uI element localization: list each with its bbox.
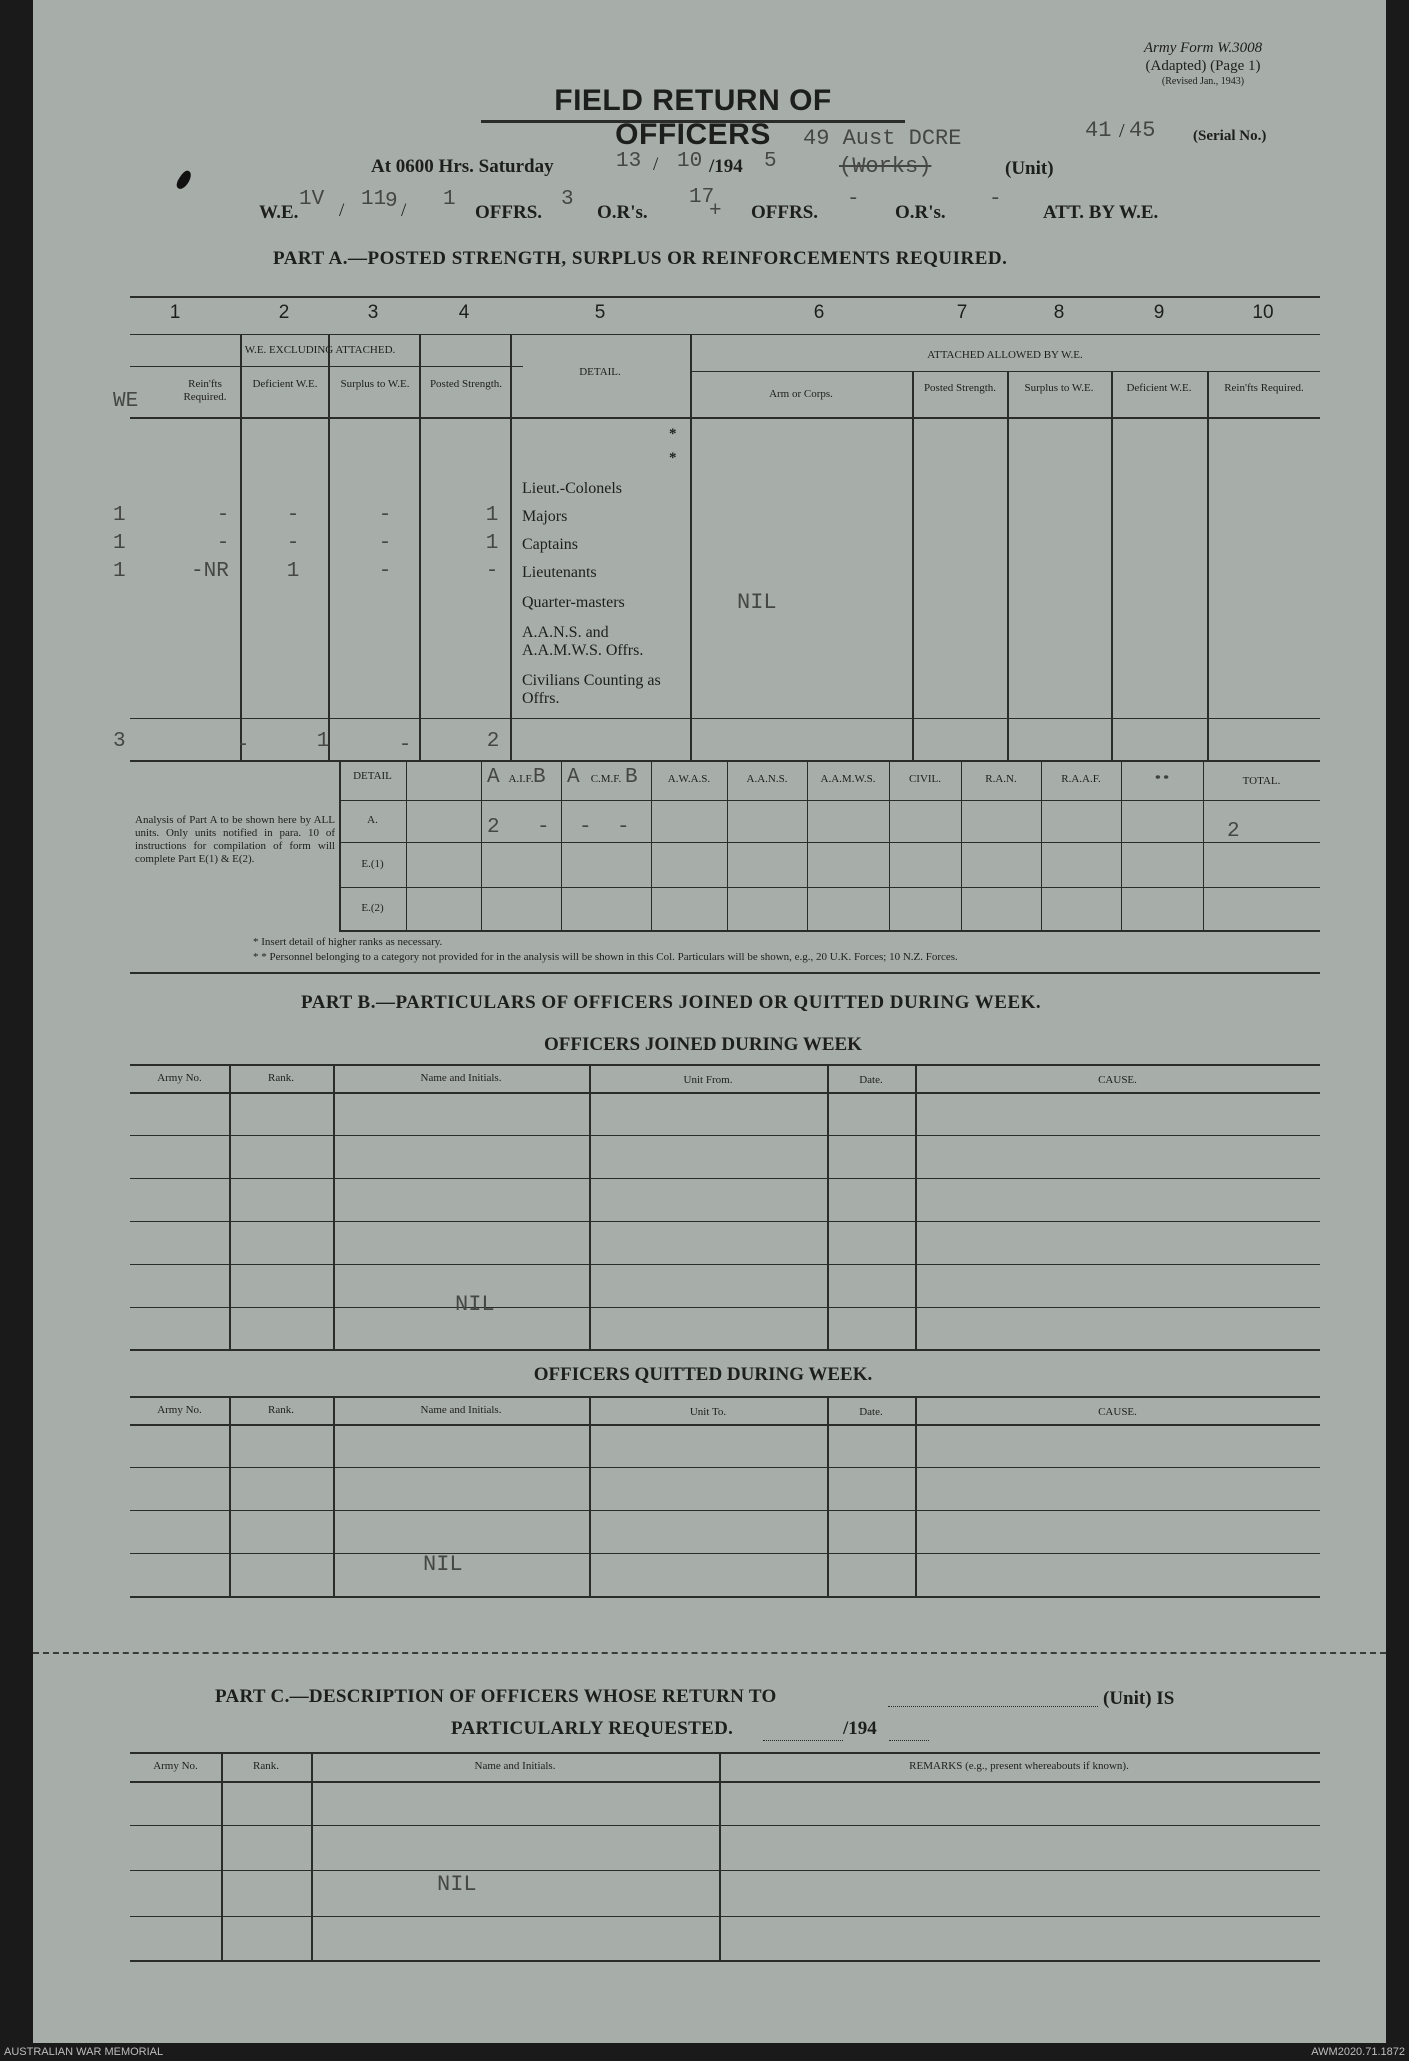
col-number-9: 9 (1153, 302, 1165, 323)
col-number-4: 4 (458, 302, 470, 323)
quitted-col-5 (915, 1396, 917, 1596)
part-c-col-3 (719, 1752, 721, 1960)
analysis-typed-a: A (487, 766, 500, 789)
col-divider-6 (912, 371, 914, 760)
quitted-header-army-no: Army No. (157, 1404, 202, 1416)
col-number-10: 10 (1252, 302, 1274, 323)
serial-number: 41 (1085, 118, 1112, 143)
analysis-note: Analysis of Part A to be shown here by ALL units. Only units notified in para. 10 of instructions for compilation of form will complete Part E(1) & E(2). (135, 814, 335, 865)
group-right-rule (690, 371, 1320, 372)
att-ors-value: - (989, 188, 1002, 211)
joined-row-rule-5 (130, 1307, 1320, 1308)
quitted-header-date: Date. (859, 1406, 883, 1418)
part-c-header-rule (130, 1781, 1320, 1783)
page-title: FIELD RETURN OF OFFICERS (554, 84, 832, 151)
joined-header-date: Date. (859, 1074, 883, 1086)
cell-surplus: - (378, 504, 392, 527)
quitted-row-rule-3 (130, 1553, 1320, 1554)
we-ors-label: O.R's. (597, 202, 648, 223)
rank-aans-aamws: A.A.N.S. and A.A.M.W.S. Offrs. (522, 624, 644, 659)
joined-nil: NIL (455, 1292, 495, 1317)
analysis-row-label-e1: E.(1) (361, 858, 384, 870)
col-number-2: 2 (278, 302, 290, 323)
joined-header-rank: Rank. (268, 1072, 294, 1084)
cell-deficient: - (286, 532, 300, 555)
analysis-header-aans: A.A.N.S. (746, 773, 788, 785)
analysis-row-label-e2: E.(2) (361, 902, 384, 914)
unit-struck: (Works) (839, 154, 932, 179)
col-divider-9 (1207, 371, 1209, 760)
serial-label: (Serial No.) (1193, 128, 1267, 144)
serial-year: 45 (1129, 118, 1156, 143)
analysis-header-other: * * (1155, 773, 1169, 785)
ink-mark (174, 169, 194, 191)
rank-quarter-masters: Quarter-masters (522, 594, 625, 611)
joined-header-cause: CAUSE. (1098, 1074, 1137, 1086)
quitted-col-4 (827, 1396, 829, 1596)
title-underline (481, 120, 905, 123)
group-right-header: ATTACHED ALLOWED BY W.E. (927, 349, 1083, 361)
header-att-deficient: Deficient W.E. (1126, 382, 1192, 394)
col-divider-4 (510, 334, 512, 760)
joined-col-3 (589, 1064, 591, 1349)
cell-posted: - (485, 560, 499, 583)
cell-deficient: - (286, 504, 300, 527)
analysis-header-ran: R.A.N. (985, 773, 1017, 785)
att-by-we-label: ATT. BY W.E. (1043, 202, 1159, 223)
attached-nil: NIL (737, 590, 777, 615)
unit-label: (Unit) (1005, 158, 1054, 179)
analysis-typed-a2: A (567, 766, 580, 789)
joined-header-army-no: Army No. (157, 1072, 202, 1084)
analysis-header-rule (339, 800, 1320, 801)
part-c-header-remarks: REMARKS (e.g., present whereabouts if known). (909, 1760, 1129, 1772)
analysis-header-total: TOTAL. (1242, 775, 1281, 787)
date-year-printed: /194 (709, 156, 743, 177)
we-ors-typed: 17 (689, 186, 715, 209)
we-part-c: 9 (385, 190, 398, 213)
col-divider-2 (328, 334, 330, 760)
att-offrs-value: - (847, 188, 860, 211)
part-c-top-rule (130, 1752, 1320, 1754)
analysis-row-label-a: A. (367, 814, 378, 826)
serial-slash: / (1119, 120, 1125, 142)
cell-deficient: 1 (286, 560, 300, 583)
part-b-heading: PART B.—PARTICULARS OF OFFICERS JOINED OR QUITTED DURING WEEK. (301, 992, 1042, 1013)
joined-bottom-rule (130, 1349, 1320, 1351)
joined-col-1 (229, 1064, 231, 1349)
form-sheet (33, 0, 1386, 2043)
date-day: 13 (616, 150, 642, 173)
part-c-col-1 (221, 1752, 223, 1960)
quitted-heading: OFFICERS QUITTED DURING WEEK. (533, 1364, 873, 1385)
quitted-row-rule-1 (130, 1467, 1320, 1468)
analysis-col-3 (561, 760, 562, 930)
total-we: 3 (113, 730, 126, 753)
footer-left: AUSTRALIAN WAR MEMORIAL (4, 2046, 164, 2058)
ranks-bottom-rule (130, 718, 1320, 719)
quitted-col-3 (589, 1396, 591, 1596)
quitted-top-rule (130, 1396, 1320, 1398)
quitted-header-rank: Rank. (268, 1404, 294, 1416)
col-divider-8 (1111, 371, 1113, 760)
analysis-a-awas: - (579, 816, 592, 839)
header-att-surplus: Surplus to W.E. (1024, 382, 1094, 394)
quitted-nil: NIL (423, 1552, 463, 1577)
analysis-header-civil: CIVIL. (908, 773, 942, 785)
col-number-7: 7 (956, 302, 968, 323)
part-c-row-rule-2 (130, 1870, 1320, 1871)
total-deficient: 1 (316, 730, 330, 753)
group-left-header: W.E. EXCLUDING ATTACHED. (244, 344, 396, 356)
analysis-a-aans: - (617, 816, 630, 839)
header-arm-or-corps: Arm or Corps. (769, 388, 833, 400)
we-part-a: 1V (299, 188, 325, 211)
analysis-col-9 (1041, 760, 1042, 930)
we-label: W.E. (259, 202, 299, 223)
part-c-date-stub: /194 (843, 1718, 877, 1739)
joined-header-unit-from: Unit From. (683, 1074, 733, 1086)
footer-right: AWM2020.71.1872 (1311, 2046, 1405, 2058)
we-margin-note: WE (113, 390, 139, 413)
part-c-header-army-no: Army No. (153, 1760, 198, 1772)
col-number-6: 6 (813, 302, 825, 323)
header-deficient: Deficient W.E. (252, 378, 318, 390)
rank-civilians: Civilians Counting as Offrs. (522, 672, 661, 707)
part-a-end-rule (130, 972, 1320, 974)
joined-header-name: Name and Initials. (420, 1072, 502, 1084)
analysis-typed-b: B (533, 766, 546, 789)
total-surplus: - (398, 734, 412, 757)
joined-row-rule-2 (130, 1178, 1320, 1179)
header-att-reinfts: Rein'fts Required. (1224, 382, 1304, 394)
detail-header: DETAIL. (579, 366, 621, 378)
analysis-typed-b2: B (625, 766, 638, 789)
date-year-typed: 5 (764, 150, 777, 173)
quitted-col-2 (333, 1396, 335, 1596)
part-c-nil: NIL (437, 1872, 477, 1897)
analysis-row-rule-1 (339, 842, 1320, 843)
att-ors-label: O.R's. (895, 202, 946, 223)
analysis-col-4 (651, 760, 652, 930)
form-reference-line2: (Adapted) (Page 1) (1145, 58, 1261, 74)
part-c-heading-end: (Unit) IS (1103, 1688, 1175, 1709)
header-att-posted-strength: Posted Strength. (923, 382, 997, 394)
we-slash2: / (401, 200, 407, 221)
rank-majors: Majors (522, 508, 568, 525)
part-c-header-name: Name and Initials. (474, 1760, 556, 1772)
header-reinfts-required: Rein'fts Required. (183, 378, 227, 403)
part-c-heading: PART C.—DESCRIPTION OF OFFICERS WHOSE RETURN TO (215, 1686, 777, 1707)
joined-heading: OFFICERS JOINED DURING WEEK (544, 1034, 862, 1055)
part-a-top-rule (130, 296, 1320, 298)
part-c-row-rule-1 (130, 1825, 1320, 1826)
analysis-col-5 (727, 760, 728, 930)
col-divider-7 (1007, 371, 1009, 760)
perforation-line (33, 1652, 1386, 1654)
cell-reinfts: - (216, 532, 230, 555)
header-surplus: Surplus to W.E. (340, 378, 410, 390)
analysis-row-rule-2 (339, 887, 1320, 888)
part-c-year-blank (889, 1740, 929, 1741)
joined-row-rule-1 (130, 1135, 1320, 1136)
part-c-unit-blank (888, 1706, 1098, 1707)
quitted-header-cause: CAUSE. (1098, 1406, 1137, 1418)
cell-reinfts: -NR (191, 560, 229, 583)
insert-star-2: * (669, 450, 677, 466)
date-slash1: / (653, 154, 659, 175)
header-bottom-rule (130, 417, 1320, 419)
analysis-col-10 (1121, 760, 1122, 930)
analysis-a-aif: 2 (487, 816, 500, 839)
analysis-col-2 (481, 760, 482, 930)
rank-lieut-colonels: Lieut.-Colonels (522, 480, 622, 497)
part-c-bottom-rule (130, 1960, 1320, 1962)
group-left-rule (130, 366, 523, 367)
analysis-col-1 (406, 760, 407, 930)
time-prefix: At 0600 Hrs. Saturday (371, 156, 554, 177)
we-ors-count: 3 (561, 188, 574, 211)
cell-we: 1 (113, 560, 126, 583)
col-divider-3 (419, 334, 421, 760)
col-number-8: 8 (1053, 302, 1065, 323)
analysis-header-detail: DETAIL (353, 770, 392, 782)
joined-row-rule-4 (130, 1264, 1320, 1265)
part-c-header-rank: Rank. (253, 1760, 279, 1772)
analysis-a-cmf: - (537, 816, 550, 839)
rank-captains: Captains (522, 536, 578, 553)
analysis-header-raaf: R.A.A.F. (1061, 773, 1101, 785)
header-posted-strength: Posted Strength. (429, 378, 503, 390)
col-number-1: 1 (169, 302, 181, 323)
we-part-b: 11 (361, 188, 387, 211)
total-posted: 2 (486, 730, 500, 753)
joined-top-rule (130, 1064, 1320, 1066)
part-c-row-rule-3 (130, 1916, 1320, 1917)
analysis-col-7 (889, 760, 890, 930)
cell-reinfts: - (216, 504, 230, 527)
cell-posted: 1 (485, 532, 499, 555)
form-reference-line1: Army Form W.3008 (1143, 40, 1263, 56)
col-divider-5 (690, 334, 692, 760)
analysis-header-aif: A.I.F. (508, 773, 534, 785)
we-offrs-label: OFFRS. (475, 202, 543, 223)
part-c-date-blank (763, 1740, 843, 1741)
unit-typed: 49 Aust DCRE (803, 126, 962, 151)
analysis-a-total: 2 (1227, 820, 1240, 843)
footnote-double-star: * * Personnel belonging to a category not provided for in the analysis will be shown in this Col. Particulars will be shown, e.g., 20 U.K. Forces; 10 N.Z. Forces. (253, 951, 958, 963)
quitted-row-rule-2 (130, 1510, 1320, 1511)
joined-header-rule (130, 1092, 1320, 1094)
joined-col-4 (827, 1064, 829, 1349)
quitted-header-rule (130, 1424, 1320, 1426)
joined-col-5 (915, 1064, 917, 1349)
quitted-col-1 (229, 1396, 231, 1596)
cell-surplus: - (378, 532, 392, 555)
cell-surplus: - (378, 560, 392, 583)
quitted-bottom-rule (130, 1596, 1320, 1598)
analysis-header-cmf: C.M.F. (590, 773, 622, 785)
we-plus: + (709, 200, 722, 223)
rank-lieutenants: Lieutenants (522, 564, 597, 581)
we-offrs-count: 1 (443, 188, 456, 211)
cell-posted: 1 (485, 504, 499, 527)
form-reference-line3: (Revised Jan., 1943) (1161, 76, 1245, 87)
joined-col-2 (333, 1064, 335, 1349)
quitted-header-name: Name and Initials. (420, 1404, 502, 1416)
col-number-5: 5 (594, 302, 606, 323)
analysis-header-awas: A.W.A.S. (667, 773, 711, 785)
col-number-rule (130, 334, 1320, 335)
col-number-3: 3 (367, 302, 379, 323)
analysis-header-aamws: A.A.M.W.S. (820, 773, 876, 785)
cell-we: 1 (113, 532, 126, 555)
part-c-requested: PARTICULARLY REQUESTED. (451, 1718, 734, 1739)
part-a-heading: PART A.—POSTED STRENGTH, SURPLUS OR REINFORCEMENTS REQUIRED. (273, 248, 1008, 269)
part-c-col-2 (311, 1752, 313, 1960)
total-reinfts: - (236, 734, 250, 757)
analysis-col-8 (961, 760, 962, 930)
totals-bottom-rule (130, 760, 1320, 762)
cell-we: 1 (113, 504, 126, 527)
we-slash1: / (339, 200, 345, 221)
quitted-header-unit-to: Unit To. (689, 1406, 727, 1418)
footnote-star: * Insert detail of higher ranks as necessary. (253, 936, 443, 948)
att-offrs-label: OFFRS. (751, 202, 819, 223)
joined-row-rule-3 (130, 1221, 1320, 1222)
analysis-col-6 (807, 760, 808, 930)
date-month: 10 (677, 150, 703, 173)
analysis-bottom-rule (339, 930, 1320, 932)
insert-star-1: * (669, 426, 677, 442)
